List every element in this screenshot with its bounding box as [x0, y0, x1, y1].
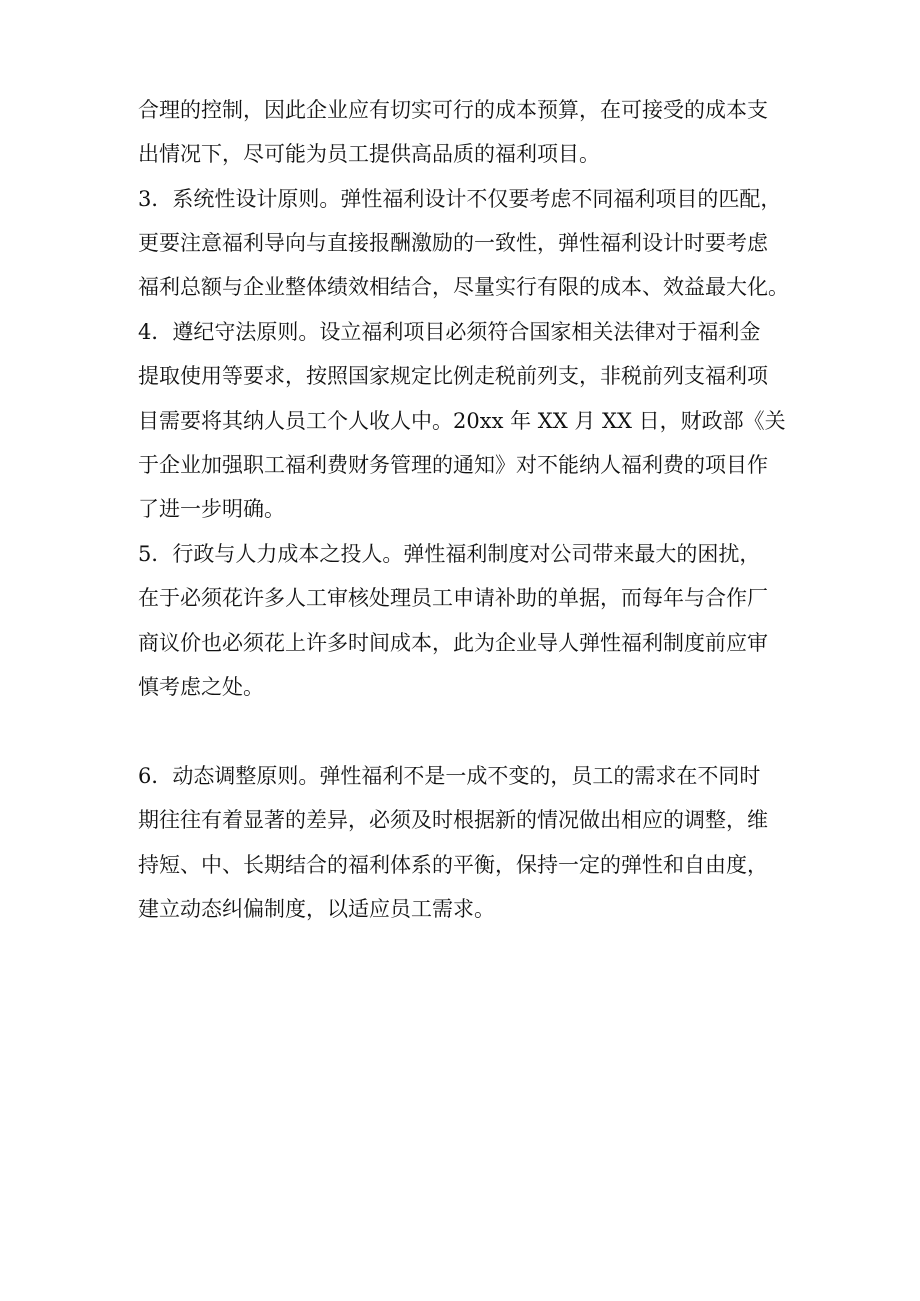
list-item-5-line: 在于必须花许多人工审核处理员工申请补助的单据，而每年与合作厂	[138, 586, 768, 610]
paragraph-line: 出情况下，尽可能为员工提供高品质的福利项目。	[138, 142, 600, 166]
list-item-5-line: 5．行政与人力成本之投人。弹性福利制度对公司带来最大的困扰，	[138, 542, 761, 566]
list-item-4-line: 于企业加强职工福利费财务管理的通知》对不能纳人福利费的项目作	[138, 453, 768, 477]
list-item-6-line: 6．动态调整原则。弹性福利不是一成不变的，员工的需求在不同时	[138, 764, 761, 788]
list-item-3-line: 3．系统性设计原则。弹性福利设计不仅要考虑不同福利项目的匹配，	[138, 187, 782, 211]
list-item-3-line: 福利总额与企业整体绩效相结合，尽量实行有限的成本、效益最大化。	[138, 275, 789, 299]
list-item-5-line: 商议价也必须花上许多时间成本，此为企业导人弹性福利制度前应审	[138, 631, 768, 655]
list-item-5-line: 慎考虑之处。	[138, 675, 264, 699]
list-item-4-line: 目需要将其纳人员工个人收人中。20xx 年 XX 月 XX 日，财政部《关	[138, 409, 786, 433]
list-item-4-line: 4．遵纪守法原则。设立福利项目必须符合国家相关法律对于福利金	[138, 320, 761, 344]
list-item-4-line: 了进一步明确。	[138, 497, 285, 521]
list-item-6-line: 期往往有着显著的差异，必须及时根据新的情况做出相应的调整，维	[138, 808, 768, 832]
list-item-6-line: 持短、中、长期结合的福利体系的平衡，保持一定的弹性和自由度，	[138, 853, 768, 877]
list-item-4-line: 提取使用等要求，按照国家规定比例走税前列支，非税前列支福利项	[138, 364, 768, 388]
list-item-3-line: 更要注意福利导向与直接报酬激励的一致性，弹性福利设计时要考虑	[138, 231, 768, 255]
paragraph-line: 合理的控制，因此企业应有切实可行的成本预算，在可接受的成本支	[138, 98, 768, 122]
list-item-6-line: 建立动态纠偏制度，以适应员工需求。	[138, 897, 495, 921]
